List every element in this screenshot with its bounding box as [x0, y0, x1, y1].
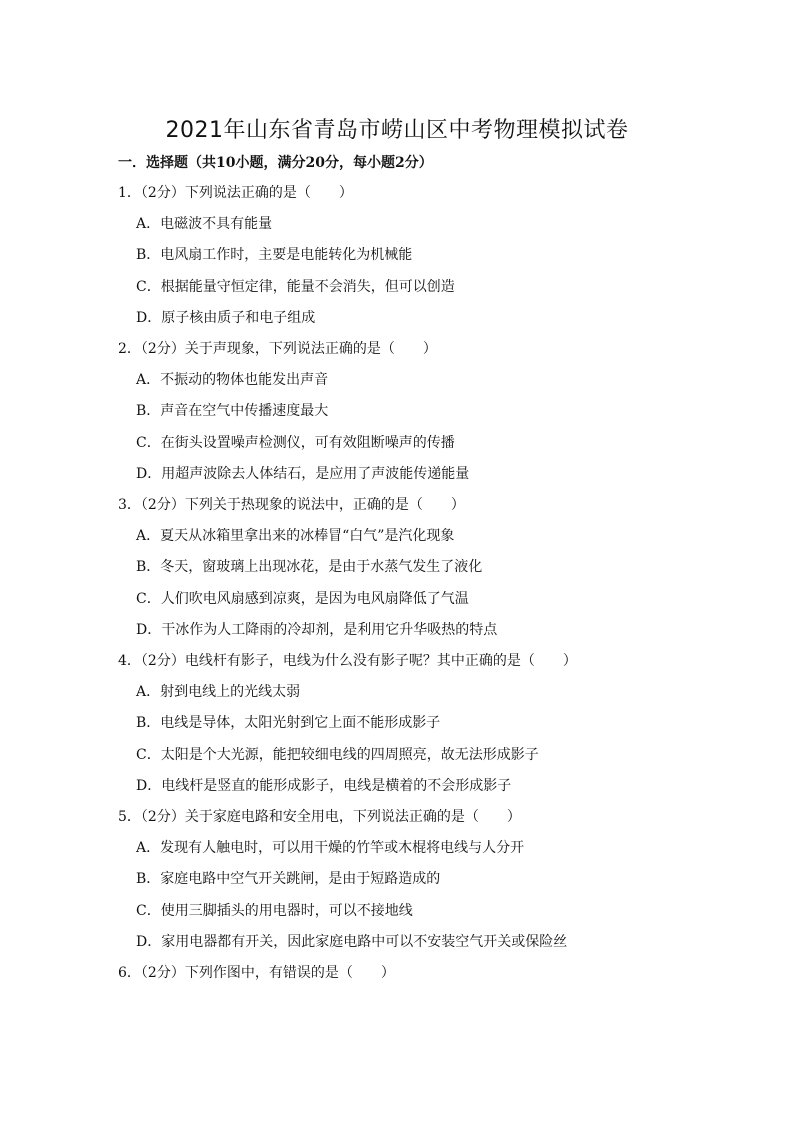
question-stem: 5．（2分）关于家庭电路和安全用电，下列说法正确的是（ ） [118, 809, 521, 825]
question-option: C．太阳是个大光源，能把较细电线的四周照亮，故无法形成影子 [136, 747, 539, 763]
section-heading: 一．选择题（共10小题，满分20分，每小题2分） [118, 155, 433, 171]
question-option: B．电风扇工作时，主要是电能转化为机械能 [136, 247, 413, 263]
question-option: A．射到电线上的光线太弱 [136, 684, 301, 700]
question-option: A．发现有人触电时，可以用干燥的竹竿或木棍将电线与人分开 [136, 840, 525, 856]
question-stem: 2．（2分）关于声现象，下列说法正确的是（ ） [118, 341, 437, 357]
question-option: C．人们吹电风扇感到凉爽，是因为电风扇降低了气温 [136, 591, 469, 607]
page-title: 2021年山东省青岛市崂山区中考物理模拟试卷 [165, 118, 629, 143]
question-option: A．夏天从冰箱里拿出来的冰棒冒“白气”是汽化现象 [136, 528, 455, 544]
question-option: B．家庭电路中空气开关跳闸，是由于短路造成的 [136, 871, 441, 887]
question-option: D．用超声波除去人体结石，是应用了声波能传递能量 [136, 466, 470, 482]
question-stem: 3．（2分）下列关于热现象的说法中，正确的是（ ） [118, 497, 465, 513]
question-option: D．原子核由质子和电子组成 [136, 310, 316, 326]
question-stem: 4．（2分）电线杆有影子，电线为什么没有影子呢？其中正确的是（ ） [118, 653, 577, 669]
question-option: B．声音在空气中传播速度最大 [136, 403, 329, 419]
question-option: C．在街头设置噪声检测仪，可有效阻断噪声的传播 [136, 435, 455, 451]
question-option: D．家用电器都有开关，因此家庭电路中可以不安装空气开关或保险丝 [136, 934, 568, 950]
question-option: A．不振动的物体也能发出声音 [136, 372, 329, 388]
question-option: C．根据能量守恒定律，能量不会消失，但可以创造 [136, 279, 455, 295]
question-stem: 6．（2分）下列作图中，有错误的是（ ） [118, 965, 395, 981]
question-option: C．使用三脚插头的用电器时，可以不接地线 [136, 903, 413, 919]
question-option: D．电线杆是竖直的能形成影子，电线是横着的不会形成影子 [136, 778, 512, 794]
question-option: B．电线是导体，太阳光射到它上面不能形成影子 [136, 715, 441, 731]
question-option: D．干冰作为人工降雨的冷却剂，是利用它升华吸热的特点 [136, 622, 498, 638]
question-option: B．冬天，窗玻璃上出现冰花，是由于水蒸气发生了液化 [136, 559, 483, 575]
question-stem: 1．（2分）下列说法正确的是（ ） [118, 185, 353, 201]
question-option: A．电磁波不具有能量 [136, 216, 273, 232]
